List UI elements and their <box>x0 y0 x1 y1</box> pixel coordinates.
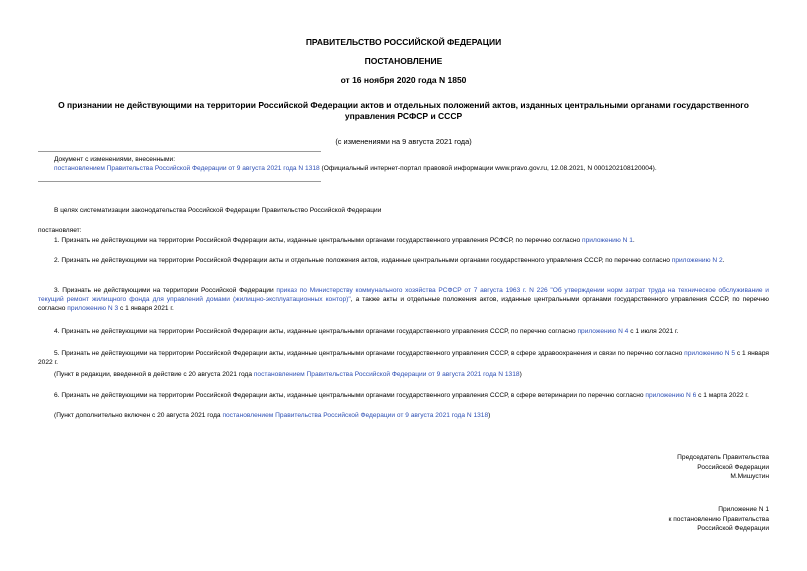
item-5-end: с 1 января 2022 г. <box>38 350 769 366</box>
changes-source: (Официальный интернет-портал правовой информации www.pravo.gov.ru, 12.08.2021, N 0001202108120004). <box>319 165 657 172</box>
appendix-6-link[interactable]: приложению N 6 <box>645 392 697 399</box>
item-6-note-end: ) <box>488 412 491 419</box>
appendix-1-link[interactable]: приложению N 1 <box>582 237 633 244</box>
item-4-end: с 1 июля 2021 г. <box>628 328 679 335</box>
item-3-text: 3. Признать не действующими на территории Российской Федерации <box>54 287 277 294</box>
changes-intro: Документ с изменениями, внесенными: <box>54 156 176 163</box>
item-6-note-text: (Пункт дополнительно включен с 20 августа 2021 года <box>54 412 223 419</box>
item-3 <box>38 286 769 313</box>
item-4-text: 4. Признать не действующими на территории Российской Федерации акты, изданные центральными органами государственного управления СССР, по перечню согласно <box>54 328 578 335</box>
order-226-link[interactable]: приказ по Министерству коммунального хозяйства РСФСР от 7 августа 1963 г. N 226 "Об утверждении норм затрат труда на техническое обслуживание и текущий ремонт жилищного фонда для управлений домами (жилищно-эксплуатационных контор)" <box>38 287 769 303</box>
appendix-number: Приложение N 1 <box>718 506 769 513</box>
document-title-line1: О признании не действующими на территории Российской Федерации актов и отдельных положений актов, изданных центральными органами государственного <box>58 100 749 110</box>
org-heading: ПРАВИТЕЛЬСТВО РОССИЙСКОЙ ФЕДЕРАЦИИ <box>305 37 502 47</box>
top-divider <box>38 151 321 152</box>
appendix-3-link[interactable]: приложению N 3 <box>67 305 119 312</box>
doc-type-heading: ПОСТАНОВЛЕНИЕ <box>364 56 443 66</box>
item-4 <box>38 327 769 336</box>
item-5 <box>38 349 769 367</box>
item-5-note-end: ) <box>519 371 522 378</box>
item-2-text: 2. Признать не действующими на территории Российской Федерации акты и отдельные положения актов, изданные центральными органами государственного управления СССР, по перечню согласно <box>54 257 672 264</box>
revision-note: (с изменениями на 9 августа 2021 года) <box>335 137 472 146</box>
item-6 <box>38 391 769 400</box>
item-3-end: с 1 января 2021 г. <box>118 305 174 312</box>
changes-block <box>38 155 769 173</box>
item-2-end: . <box>722 257 725 264</box>
appendix-heading <box>669 505 770 534</box>
item-6-amendment-link[interactable]: постановлением Правительства Российской Федерации от 9 августа 2021 года N 1318 <box>222 412 489 419</box>
signature-org: Российской Федерации <box>697 463 769 471</box>
item-2 <box>38 256 769 265</box>
date-number-heading: от 16 ноября 2020 года N 1850 <box>340 75 467 85</box>
signature-position: Председатель Правительства <box>677 454 769 461</box>
item-3-mid: , а также акты и отдельные положения актов, изданные центральными органами государственного управления СССР, по перечню согласно <box>38 296 769 312</box>
item-6-end: с 1 марта 2022 г. <box>696 392 749 399</box>
item-5-note <box>38 370 769 379</box>
item-6-text: 6. Признать не действующими на территории Российской Федерации акты, изданные центральными органами государственного управления СССР, в сфере ветеринарии по перечню согласно <box>54 392 646 399</box>
preamble: В целях систематизации законодательства Российской Федерации Правительство Российской Федерации <box>54 207 382 214</box>
decree-word: постановляет: <box>38 227 82 234</box>
document-title-line2: управления РСФСР и СССР <box>344 111 463 121</box>
appendix-5-link[interactable]: приложению N 5 <box>684 350 736 357</box>
appendix-2-link[interactable]: приложению N 2 <box>671 257 723 264</box>
item-6-note <box>38 411 769 420</box>
item-5-text: 5. Признать не действующими на территории Российской Федерации акты, изданные центральными органами государственного управления СССР, в сфере здравоохранения и связи по перечню согласно <box>54 350 685 357</box>
amendment-link[interactable]: постановлением Правительства Российской Федерации от 9 августа 2021 года N 1318 <box>54 165 320 172</box>
item-1-text: 1. Признать не действующими на территории Российской Федерации акты, изданные центральными органами государственного управления РСФСР, по перечню согласно <box>54 237 583 244</box>
signature-name: М.Мишустин <box>730 473 769 480</box>
item-1-end: . <box>632 237 635 244</box>
item-5-amendment-link[interactable]: постановлением Правительства Российской Федерации от 9 августа 2021 года N 1318 <box>253 371 520 378</box>
bottom-divider <box>38 181 321 182</box>
item-1 <box>38 236 769 245</box>
appendix-org: Российской Федерации <box>697 525 769 532</box>
signature-block <box>677 453 769 482</box>
item-5-note-text: (Пункт в редакции, введенной в действие с 20 августа 2021 года <box>54 371 254 378</box>
appendix-4-link[interactable]: приложению N 4 <box>577 328 629 335</box>
appendix-reference: к постановлению Правительства <box>668 515 769 523</box>
document-title <box>0 100 807 122</box>
